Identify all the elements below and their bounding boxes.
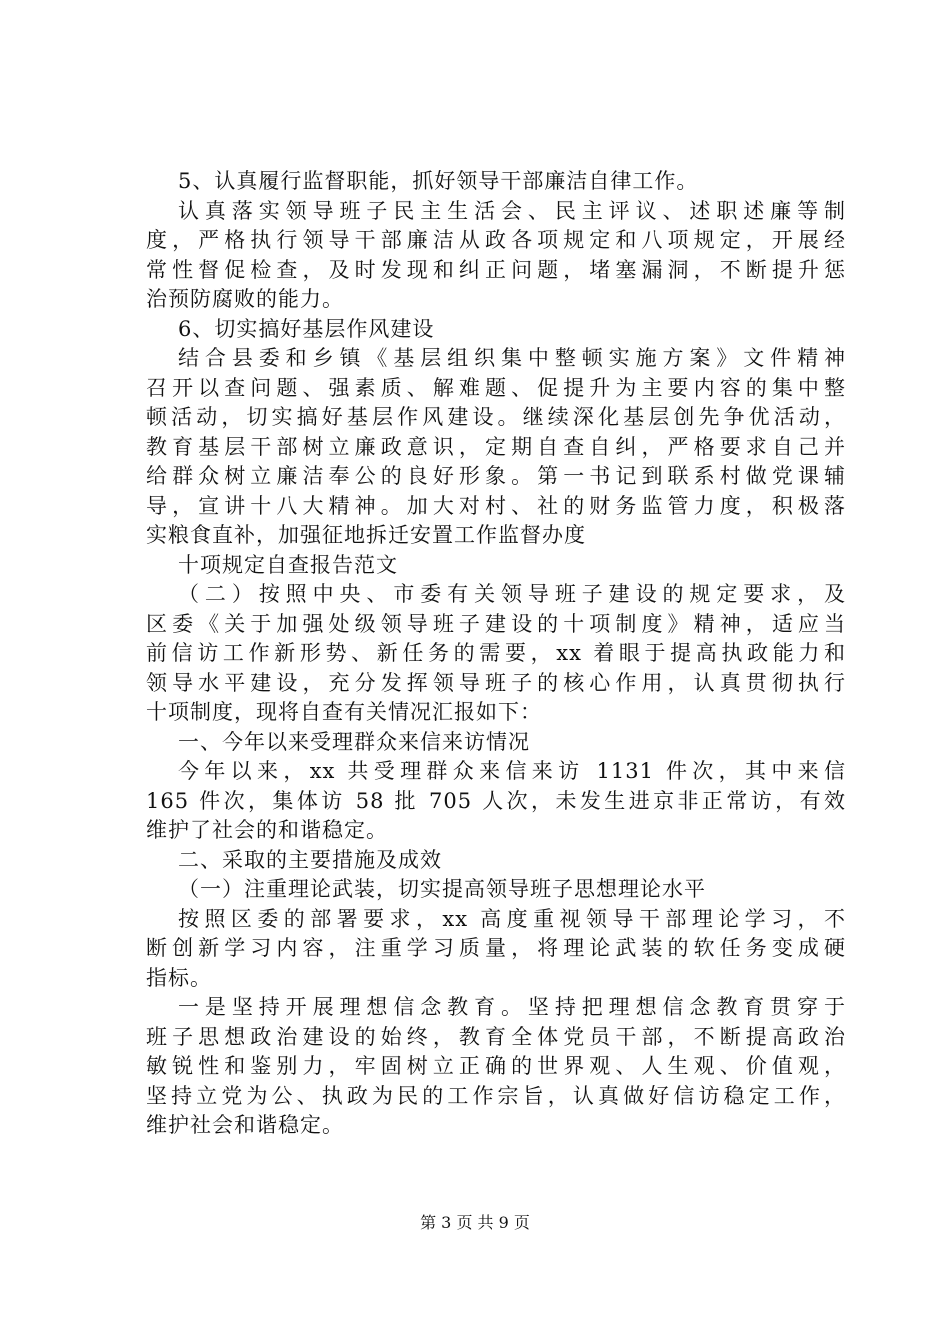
text-line: 实粮食直补，加强征地拆迁安置工作监督办度 [146,523,586,547]
text-line: 今年以来，xx 共受理群众来信来访 1131 件次，其中来信 [178,759,846,783]
text-line: 班子思想政治建设的始终，教育全体党员干部，不断提高政治 [146,1024,846,1049]
text-line: 二、采取的主要措施及成效 [178,847,442,872]
text-line: 一是坚持开展理想信念教育。坚持把理想信念教育贯穿于 [178,995,846,1019]
text-line: 认真落实领导班子民主生活会、民主评议、述职述廉等制 [178,198,846,223]
text-line: 6、切实搞好基层作风建设 [178,316,435,341]
text-line: 治预防腐败的能力。 [146,287,344,311]
text-line: 按照区委的部署要求，xx 高度重视领导干部理论学习，不 [178,906,846,931]
text-line: 165 件次，集体访 58 批 705 人次，未发生进京非正常访，有效 [146,788,846,813]
page-footer: 第 3 页 共 9 页 [420,1213,530,1232]
text-line: 5、认真履行监督职能，抓好领导干部廉洁自律工作。 [178,169,699,193]
text-line: 召开以查问题、强素质、解难题、促提升为主要内容的集中整 [146,375,846,400]
text-line: 前信访工作新形势、新任务的需要，xx 着眼于提高执政能力和 [146,641,846,665]
text-line: 度，严格执行领导干部廉洁从政各项规定和八项规定，开展经 [146,228,846,252]
text-line: （一）注重理论武装，切实提高领导班子思想理论水平 [178,877,706,901]
text-line: 指标。 [146,965,212,990]
text-line: 十项制度，现将自查有关情况汇报如下： [146,700,542,724]
text-line: 领导水平建设，充分发挥领导班子的核心作用，认真贯彻执行 [146,670,846,695]
text-line: 断创新学习内容，注重学习质量，将理论武装的软任务变成硬 [146,936,846,960]
text-line: 维护了社会的和谐稳定。 [146,818,388,842]
text-line: 坚持立党为公、执政为民的工作宗旨，认真做好信访稳定工作， [146,1083,846,1108]
text-line: 结合县委和乡镇《基层组织集中整顿实施方案》文件精神 [178,346,846,370]
text-line: 给群众树立廉洁奉公的良好形象。第一书记到联系村做党课辅 [146,464,846,488]
text-line: 导，宣讲十八大精神。加大对村、社的财务监管力度，积极落 [146,493,846,518]
text-line: （二）按照中央、市委有关领导班子建设的规定要求，及 [178,582,846,606]
text-line: 区委《关于加强处级领导班子建设的十项制度》精神，适应当 [146,611,846,636]
text-line: 常性督促检查，及时发现和纠正问题，堵塞漏洞，不断提升惩 [146,257,846,282]
text-line: 顿活动，切实搞好基层作风建设。继续深化基层创先争优活动， [146,405,846,429]
text-line: 一、今年以来受理群众来信来访情况 [178,729,530,754]
text-line: 教育基层干部树立廉政意识，定期自查自纠，严格要求自己并 [146,434,846,459]
document-body [146,167,846,1141]
text-line: 维护社会和谐稳定。 [146,1113,344,1137]
text-line: 十项规定自查报告范文 [178,552,398,577]
text-line: 敏锐性和鉴别力，牢固树立正确的世界观、人生观、价值观， [146,1054,846,1078]
